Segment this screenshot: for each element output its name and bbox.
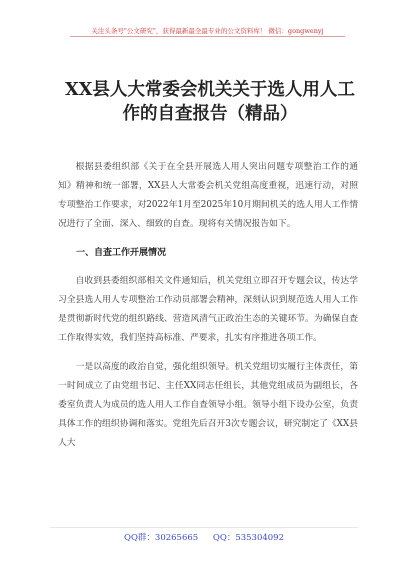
header-banner: 关注头条号"公文研究"，获得最新最全最专业的公文资料库！ 微信：gongwenyj [70, 25, 345, 37]
document-title: XX县人大常委会机关关于选人用人工作的自查报告（精品） [65, 80, 355, 124]
qq-group: QQ群：30265665 [123, 533, 199, 543]
body-paragraph: 一是以高度的政治自觉，强化组织领导。机关党组切实履行主体责任，第一时间成立了由党组书记、主任XX同志任组长，其他党组成员为副组长，各委室负责人为成员的选人用人工作自查领导小组。领导小组下设办公室，负责具体工作的组织协调和落实。党组先后召开3次专题会议，研究制定了《XX县人大 [58, 362, 358, 448]
qq-number: QQ：535304092 [212, 533, 284, 543]
section-heading: 一、自查工作开展情况 [76, 248, 167, 258]
intro-paragraph: 根据县委组织部《关于在全县开展选人用人突出问题专项整治工作的通知》精神和统一部署，XX县人大常委会机关党组高度重视，迅速行动，对照专项整治工作要求，对2022年1月至2025年10月期间机关的选人用人工作情况进行了全面、深入、细致的自查。现将有关情况报告如下。 [58, 162, 358, 229]
body-paragraph: 自收到县委组织部相关文件通知后，机关党组立即召开专题会议，传达学习全县选人用人专项整治工作动员部署会精神，深刻认识到规范选人用人工作是贯彻新时代党的组织路线、营造风清气正政治生态的关键环节。为确保自查工作取得实效，我们坚持高标准、严要求，扎实有序推进各项工作。 [58, 276, 358, 343]
footer-contact [0, 531, 408, 545]
footer-divider [50, 527, 358, 528]
document-body [58, 158, 358, 463]
